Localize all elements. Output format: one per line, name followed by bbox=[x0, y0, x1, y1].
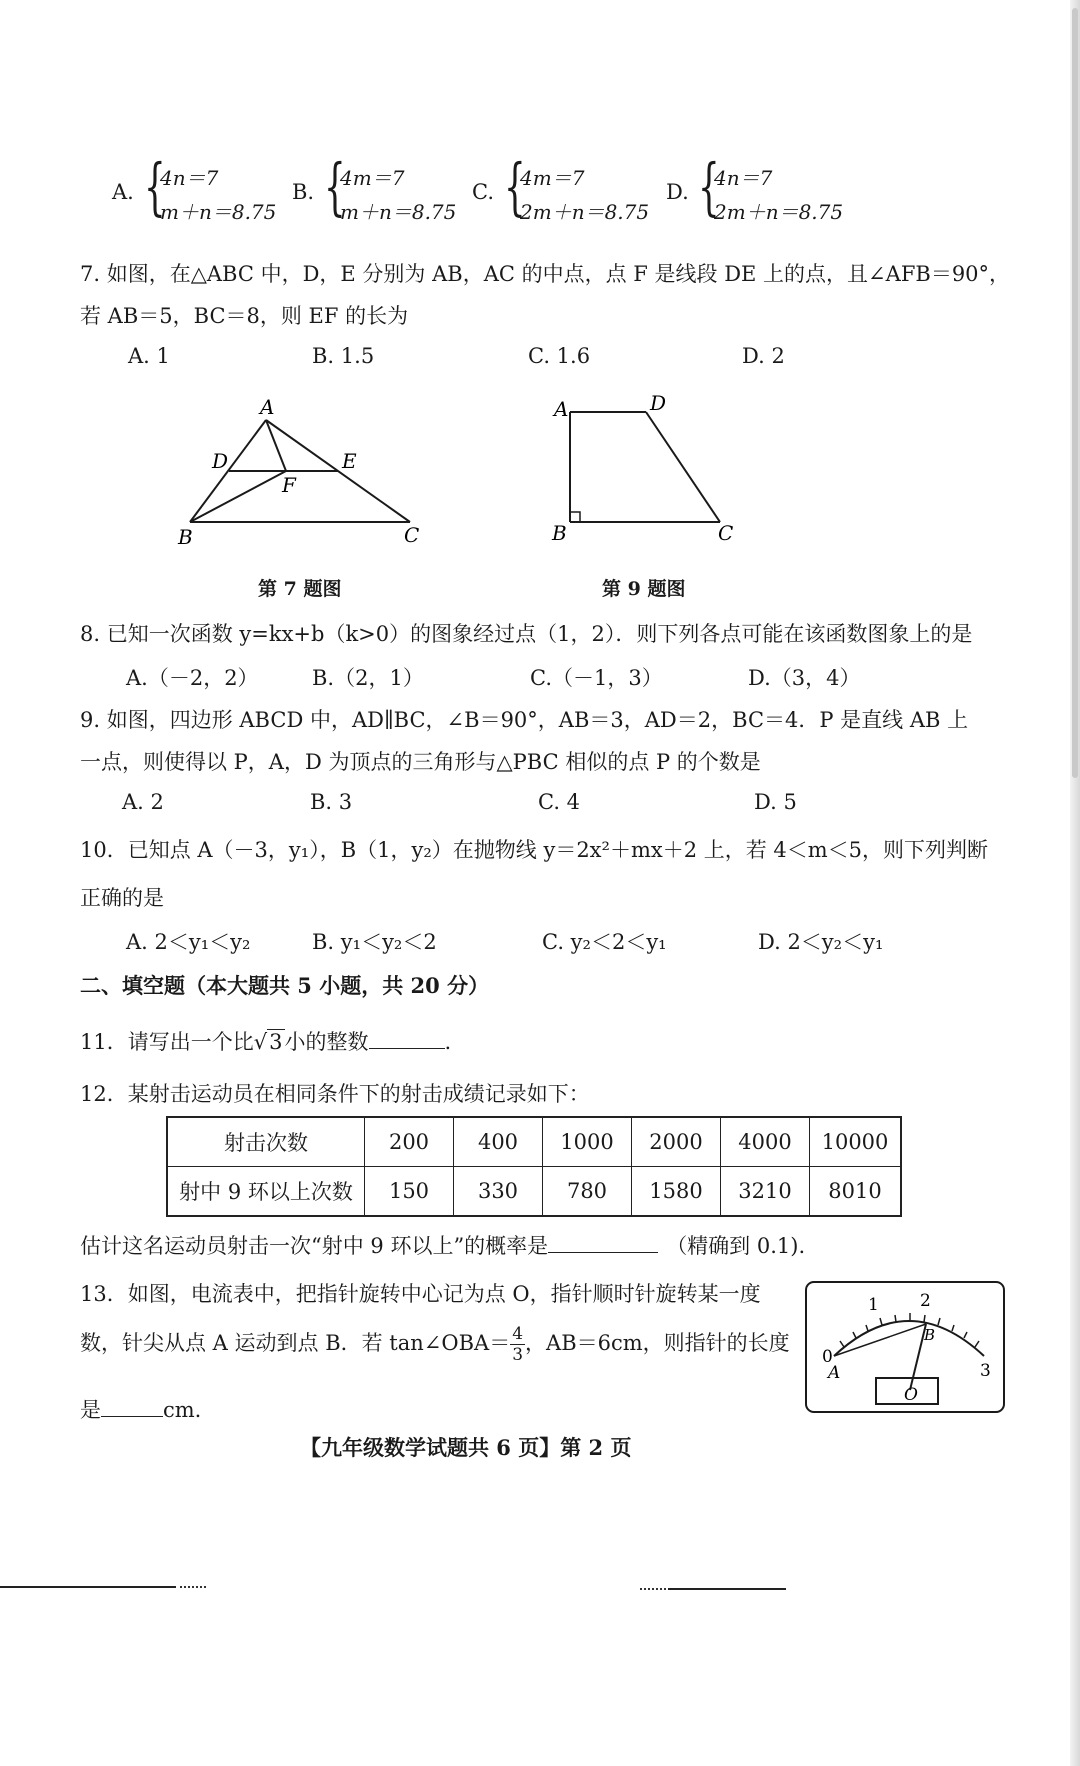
brace: { bbox=[698, 150, 720, 223]
point-a-label: A bbox=[554, 397, 569, 421]
point-a-label: A bbox=[828, 1363, 841, 1383]
q12-question-precision: （精确到 0.1). bbox=[666, 1234, 806, 1258]
equation-2: m＋n＝8.75 bbox=[340, 200, 457, 224]
q9-option-b: B. 3 bbox=[310, 790, 353, 814]
point-c-label: C bbox=[718, 521, 734, 545]
q7-line1: 7. 如图，在△ABC 中，D，E 分别为 AB，AC 的中点，点 F 是线段 DE 上的点，且∠AFB＝90°， bbox=[80, 262, 1011, 286]
right-angle-mark bbox=[570, 512, 580, 522]
point-b-label: B bbox=[552, 521, 567, 545]
figure-7-caption: 第 7 题图 bbox=[258, 578, 342, 600]
tick-label-3: 3 bbox=[980, 1361, 991, 1381]
point-d-label: D bbox=[212, 449, 229, 473]
equation-1: 4n＝7 bbox=[160, 166, 219, 190]
tick-label-2: 2 bbox=[920, 1291, 931, 1311]
q9-option-a: A. 2 bbox=[122, 790, 164, 814]
radicand: 3 bbox=[269, 1030, 283, 1054]
scale-tick bbox=[866, 1325, 868, 1331]
scrollbar-thumb[interactable] bbox=[1072, 8, 1078, 778]
q6-option-d bbox=[666, 150, 876, 240]
table-cell: 150 bbox=[365, 1167, 454, 1217]
q7-option-a: A. 1 bbox=[128, 344, 170, 368]
table-cell: 2000 bbox=[632, 1117, 721, 1167]
point-d-label: D bbox=[650, 392, 667, 415]
scale-tick bbox=[924, 1315, 925, 1322]
q10-option-d: D. 2＜y₂＜y₁ bbox=[758, 930, 884, 954]
q8-option-c: C.（－1，3） bbox=[530, 666, 663, 690]
segment-dc bbox=[646, 412, 720, 522]
scan-line-right-dots bbox=[640, 1588, 666, 1590]
q9-option-d: D. 5 bbox=[754, 790, 797, 814]
brace: { bbox=[324, 150, 346, 223]
point-f-label: F bbox=[282, 473, 296, 497]
table-cell: 1000 bbox=[543, 1117, 632, 1167]
q11-answer-blank[interactable] bbox=[369, 1030, 445, 1049]
point-a-label: A bbox=[260, 395, 275, 419]
point-b-label: B bbox=[924, 1326, 936, 1344]
q13-answer-blank[interactable] bbox=[101, 1398, 163, 1417]
equation-2: m＋n＝8.75 bbox=[160, 200, 277, 224]
equation-1: 4m＝7 bbox=[520, 166, 585, 190]
scan-line-right bbox=[668, 1588, 786, 1590]
section-2-title: 二、填空题 bbox=[80, 973, 185, 998]
figure-9 bbox=[540, 392, 740, 552]
option-label: B. bbox=[292, 180, 315, 204]
q6-option-c bbox=[472, 150, 682, 240]
q11-text-after: 小的整数 bbox=[284, 1030, 369, 1054]
q7-line2: 若 AB＝5，BC＝8，则 EF 的长为 bbox=[80, 304, 409, 328]
q11-text-before: 11．请写出一个比 bbox=[80, 1030, 254, 1054]
q13-line3-before: 是 bbox=[80, 1398, 101, 1422]
table-cell: 1580 bbox=[632, 1167, 721, 1217]
table-header-cell: 射击次数 bbox=[167, 1117, 365, 1167]
q8-option-d: D.（3，4） bbox=[748, 666, 861, 690]
brace: { bbox=[144, 150, 166, 223]
table-row bbox=[167, 1167, 901, 1217]
q13-line3-after: cm. bbox=[163, 1398, 202, 1422]
table-cell: 330 bbox=[454, 1167, 543, 1217]
point-b-label: B bbox=[178, 525, 193, 549]
scale-tick bbox=[853, 1332, 856, 1338]
figure-7 bbox=[170, 392, 430, 552]
q7-option-d: D. 2 bbox=[742, 344, 785, 368]
q8-text: 8. 已知一次函数 y=kx+b（k>0）的图象经过点（1，2）．则下列各点可能在该函数图象上的是 bbox=[80, 622, 973, 646]
q13-line2-before: 数，针尖从点 A 运动到点 B．若 tan∠OBA＝ bbox=[80, 1331, 511, 1355]
equation-1: 4m＝7 bbox=[340, 166, 405, 190]
sqrt-symbol: √3 bbox=[253, 1030, 283, 1054]
option-label: D. bbox=[666, 180, 689, 204]
q13-line2-after: ，AB＝6cm，则指针的长度 bbox=[525, 1331, 790, 1355]
scale-tick bbox=[895, 1315, 896, 1322]
meter-scale-arc bbox=[834, 1321, 984, 1356]
page-footer: 【九年级数学试题共 6 页】第 2 页 bbox=[300, 1435, 632, 1460]
segment-bf bbox=[190, 471, 286, 522]
equation-2: 2m＋n＝8.75 bbox=[520, 200, 650, 224]
q12-intro: 12．某射击运动员在相同条件下的射击成绩记录如下： bbox=[80, 1082, 590, 1106]
q9-option-c: C. 4 bbox=[538, 790, 581, 814]
point-c-label: C bbox=[404, 523, 420, 547]
option-label: A. bbox=[112, 180, 134, 204]
equation-2: 2m＋n＝8.75 bbox=[714, 200, 844, 224]
q11-end: . bbox=[444, 1030, 452, 1054]
scale-tick bbox=[975, 1341, 979, 1347]
q10-option-b: B. y₁＜y₂＜2 bbox=[312, 930, 437, 954]
q13-line2 bbox=[80, 1324, 790, 1365]
q7-option-b: B. 1.5 bbox=[312, 344, 375, 368]
q8-option-b: B.（2，1） bbox=[312, 666, 424, 690]
q13-line3 bbox=[80, 1394, 201, 1424]
equation-1: 4n＝7 bbox=[714, 166, 773, 190]
scan-line-left-dots bbox=[180, 1586, 206, 1588]
point-e-label: E bbox=[342, 449, 357, 473]
scale-tick bbox=[952, 1325, 954, 1331]
q10-option-a: A. 2＜y₁＜y₂ bbox=[126, 930, 251, 954]
q10-option-c: C. y₂＜2＜y₁ bbox=[542, 930, 667, 954]
q12-question-text: 估计这名运动员射击一次“射中 9 环以上”的概率是 bbox=[80, 1234, 549, 1258]
fraction bbox=[510, 1324, 525, 1365]
table-cell: 10000 bbox=[810, 1117, 902, 1167]
table-cell: 400 bbox=[454, 1117, 543, 1167]
scale-tick bbox=[964, 1332, 967, 1338]
table-cell: 780 bbox=[543, 1167, 632, 1217]
fraction-denominator: 3 bbox=[512, 1345, 524, 1365]
tick-label-0: 0 bbox=[822, 1347, 833, 1367]
fraction-numerator: 4 bbox=[512, 1324, 524, 1344]
q12-answer-blank[interactable] bbox=[548, 1234, 658, 1253]
table-cell: 200 bbox=[365, 1117, 454, 1167]
q8-option-a: A.（－2，2） bbox=[126, 666, 259, 690]
segment-ab bbox=[834, 1324, 926, 1356]
q13-line1: 13．如图，电流表中，把指针旋转中心记为点 O，指针顺时针旋转某一度 bbox=[80, 1282, 761, 1306]
scan-line-left bbox=[0, 1586, 176, 1588]
shooting-record-table bbox=[166, 1116, 902, 1217]
q10-line2: 正确的是 bbox=[80, 886, 164, 910]
figure-9-caption: 第 9 题图 bbox=[602, 578, 686, 600]
table-cell: 8010 bbox=[810, 1167, 902, 1217]
q6-option-b bbox=[292, 150, 492, 240]
option-label: C. bbox=[472, 180, 494, 204]
ammeter-figure bbox=[804, 1280, 1006, 1414]
table-cell: 3210 bbox=[721, 1167, 810, 1217]
scale-tick bbox=[880, 1318, 882, 1325]
q9-line2: 一点，则使得以 P，A，D 为顶点的三角形与△PBC 相似的点 P 的个数是 bbox=[80, 750, 761, 774]
section-2-note: （本大题共 5 小题，共 20 分） bbox=[185, 973, 490, 998]
point-o-label: O bbox=[904, 1385, 918, 1405]
table-cell: 4000 bbox=[721, 1117, 810, 1167]
tick-label-1: 1 bbox=[868, 1295, 879, 1315]
q6-option-a bbox=[112, 150, 315, 240]
table-header-cell: 射中 9 环以上次数 bbox=[167, 1167, 365, 1217]
q9-line1: 9. 如图，四边形 ABCD 中，AD∥BC，∠B＝90°，AB＝3，AD＝2，BC＝4．P 是直线 AB 上 bbox=[80, 708, 969, 732]
scale-tick bbox=[840, 1341, 844, 1347]
q7-option-c: C. 1.6 bbox=[528, 344, 591, 368]
q10-line1: 10．已知点 A（－3，y₁），B（1，y₂）在抛物线 y＝2x²＋mx＋2 上，若 4＜m＜5，则下列判断 bbox=[80, 838, 989, 862]
section-2-heading bbox=[80, 970, 489, 1000]
table-row bbox=[167, 1117, 901, 1167]
brace: { bbox=[504, 150, 526, 223]
q12-question bbox=[80, 1230, 805, 1260]
q11 bbox=[80, 1026, 451, 1056]
scrollbar-track[interactable] bbox=[1070, 0, 1080, 1766]
scale-tick bbox=[938, 1318, 940, 1325]
